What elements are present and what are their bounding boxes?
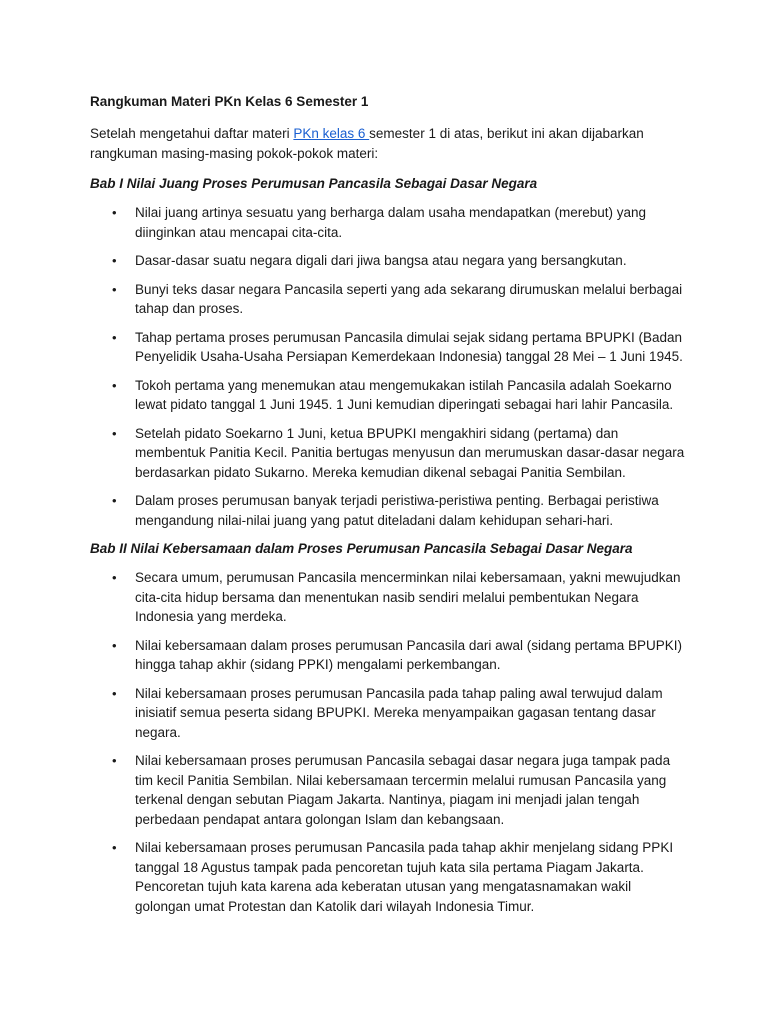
bullet-icon: • xyxy=(112,685,117,701)
list-item xyxy=(90,751,688,829)
list-item xyxy=(90,684,688,743)
bullet-icon: • xyxy=(112,425,117,441)
section-heading-bab-1: Bab I Nilai Juang Proses Perumusan Pancasila Sebagai Dasar Negara xyxy=(90,176,538,191)
list-item xyxy=(90,328,688,367)
list-item-text: Nilai juang artinya sesuatu yang berharga dalam usaha mendapatkan (merebut) yang diinginkan atau mencapai cita-cita. xyxy=(135,205,647,240)
bullet-icon: • xyxy=(112,493,117,508)
list-item-text: Tokoh pertama yang menemukan atau mengemukakan istilah Pancasila adalah Soekarno lewat pidato tanggal 1 Juni 1945. 1 Juni kemudian diperingati sebagai hari lahir Pancasila. xyxy=(135,377,674,412)
list-item xyxy=(90,376,688,415)
bullet-icon: • xyxy=(112,205,117,220)
bullet-list-bab-2 xyxy=(90,568,688,916)
list-item-text: Nilai kebersamaan proses perumusan Pancasila pada tahap paling awal terwujud dalam inisiatif semua peserta sidang BPUPKI. Mereka menyampaikan gagasan tentang dasar negara. xyxy=(135,685,663,740)
bullet-icon: • xyxy=(112,840,117,855)
list-item-text: Nilai kebersamaan dalam proses perumusan Pancasila dari awal (sidang pertama BPUPKI) hingga tahap akhir (sidang PPKI) mengalami perkembangan. xyxy=(135,637,683,672)
list-item-text: Dalam proses perumusan banyak terjadi peristiwa-peristiwa penting. Berbagai peristiwa mengandung nilai-nilai juang yang patut diteladani dalam kehidupan sehari-hari. xyxy=(135,493,659,528)
list-item xyxy=(90,838,688,916)
bullet-icon: • xyxy=(112,570,117,585)
list-item xyxy=(90,491,688,530)
list-item-text: Nilai kebersamaan proses perumusan Pancasila pada tahap akhir menjelang sidang PPKI tanggal 18 Agustus tampak pada pencoretan tujuh kata sila pertama Piagam Jakarta. Pencoretan tujuh kata karena ada keberatan utusan yang mengatasnamakan wakil golongan umat Protestan dan Katolik dari wilayah Indonesia Timur. xyxy=(135,840,674,914)
intro-text-before: Setelah mengetahui daftar materi xyxy=(90,126,294,141)
section-heading-bab-2: Bab II Nilai Kebersamaan dalam Proses Perumusan Pancasila Sebagai Dasar Negara xyxy=(90,541,633,556)
bullet-icon: • xyxy=(112,281,117,297)
list-item xyxy=(90,280,688,319)
intro-paragraph xyxy=(90,124,688,163)
list-item xyxy=(90,424,688,483)
list-item xyxy=(90,251,688,271)
bullet-list-bab-1 xyxy=(90,203,688,530)
pkn-kelas-6-link[interactable]: PKn kelas 6 xyxy=(293,126,370,141)
bullet-icon: • xyxy=(112,253,117,268)
list-item xyxy=(90,636,688,675)
list-item-text: Bunyi teks dasar negara Pancasila seperti yang ada sekarang dirumuskan melalui berbagai tahap dan proses. xyxy=(135,281,683,316)
bullet-icon: • xyxy=(112,377,117,393)
bullet-icon: • xyxy=(112,753,117,768)
document-title: Rangkuman Materi PKn Kelas 6 Semester 1 xyxy=(90,94,369,109)
list-item-text: Setelah pidato Soekarno 1 Juni, ketua BPUPKI mengakhiri sidang (pertama) dan membentuk Panitia Kecil. Panitia bertugas menyusun dan merumuskan dasar-dasar negara berdasarkan pidato Sukarno. Mereka kemudian dikenal sebagai Panitia Sembilan. xyxy=(135,425,685,480)
list-item xyxy=(90,568,688,627)
intro-text-after: semester 1 di atas, berikut ini akan dijabarkan rangkuman masing-masing pokok-pokok materi: xyxy=(90,126,644,161)
bullet-icon: • xyxy=(112,637,117,653)
list-item-text: Secara umum, perumusan Pancasila mencerminkan nilai kebersamaan, yakni mewujudkan cita-cita hidup bersama dan menentukan nasib sendiri melalui pembentukan Negara Indonesia yang merdeka. xyxy=(135,570,681,624)
list-item-text: Tahap pertama proses perumusan Pancasila dimulai sejak sidang pertama BPUPKI (Badan Penyelidik Usaha-Usaha Persiapan Kemerdekaan Indonesia) tanggal 28 Mei – 1 Juni 1945. xyxy=(135,329,683,364)
list-item-text: Nilai kebersamaan proses perumusan Pancasila sebagai dasar negara juga tampak pada tim kecil Panitia Sembilan. Nilai kebersamaan tercermin melalui rumusan Pancasila yang terkenal dengan sebutan Piagam Jakarta. Nantinya, piagam ini menjadi jalan tengah perbedaan pendapat antara golongan Islam dan kebangsaan. xyxy=(135,753,671,827)
list-item xyxy=(90,203,688,242)
list-item-text: Dasar-dasar suatu negara digali dari jiwa bangsa atau negara yang bersangkutan. xyxy=(135,253,627,268)
bullet-icon: • xyxy=(112,329,117,345)
